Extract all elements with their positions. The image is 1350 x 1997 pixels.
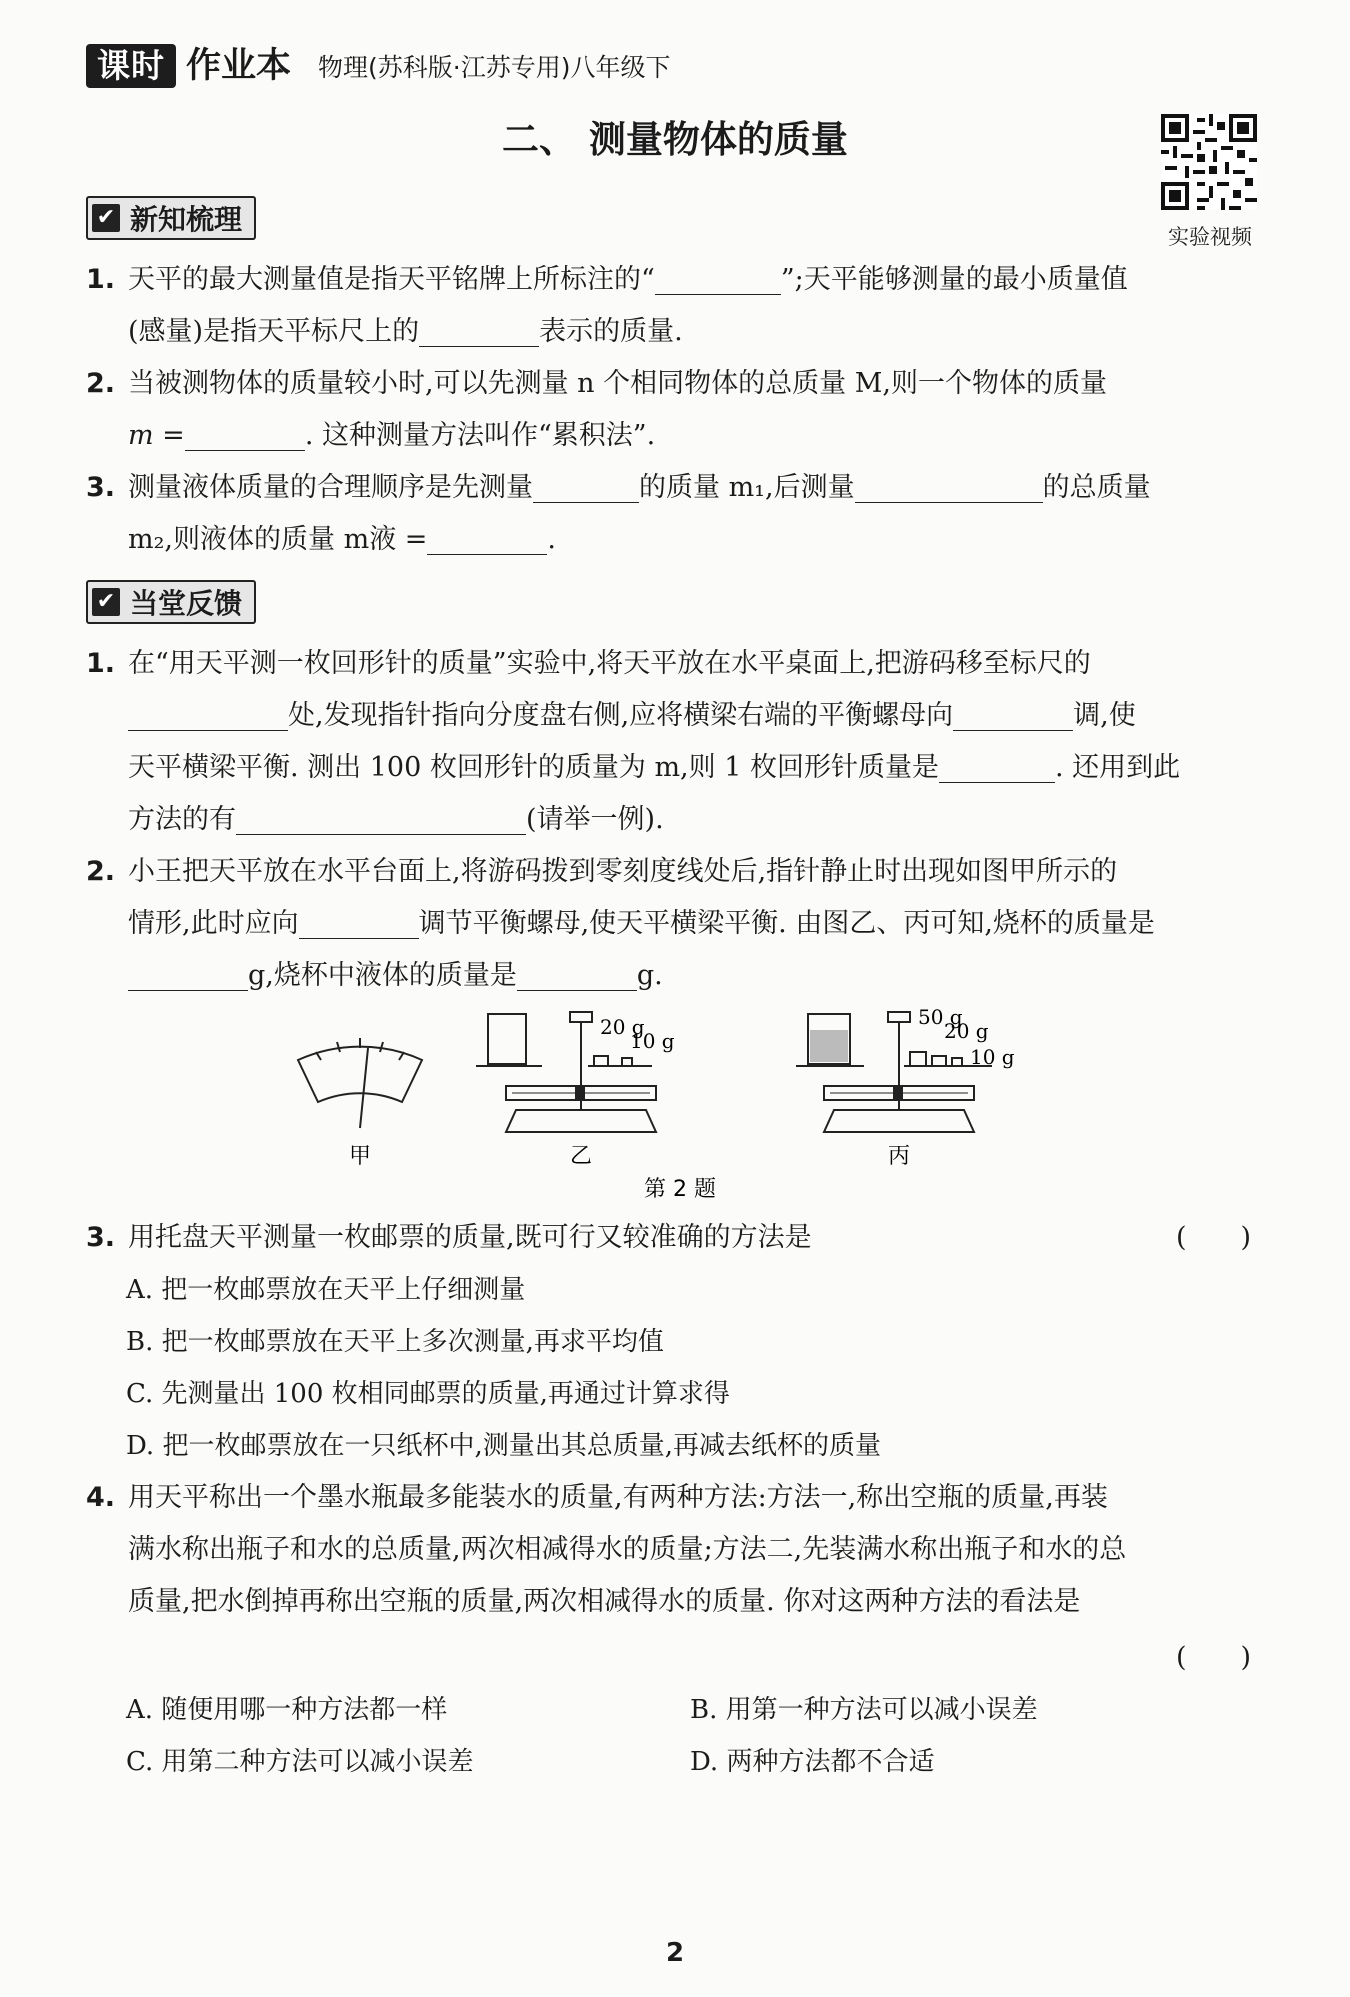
answer-blank[interactable] (128, 701, 288, 730)
qr-caption: 实验视频 (1168, 225, 1252, 249)
question-text: 天平横梁平衡. 测出 100 枚回形针的质量为 m,则 1 枚回形针质量是 (128, 752, 939, 783)
question-1-3 (86, 462, 1266, 566)
question-text: 调,使 (1073, 700, 1136, 731)
section-label: 新知梳理 (130, 203, 243, 236)
weight-label: 20 g (600, 1015, 645, 1039)
option-d[interactable]: D. 把一枚邮票放在一只纸杯中,测量出其总质量,再减去纸杯的质量 (126, 1431, 881, 1461)
question-2-1 (86, 638, 1266, 846)
question-text: 表示的质量. (539, 316, 683, 347)
answer-blank[interactable] (128, 961, 248, 990)
weight-label: 10 g (630, 1029, 675, 1053)
question-text: 用天平称出一个墨水瓶最多能装水的质量,有两种方法:方法一,称出空瓶的质量,再装 (128, 1482, 1108, 1513)
check-icon: ✔ (92, 588, 120, 616)
question-text: . (547, 524, 556, 555)
answer-blank[interactable] (533, 473, 639, 502)
question-number: 4. (86, 1482, 116, 1513)
answer-blank[interactable] (185, 421, 305, 450)
question-text: m₂,则液体的质量 m液 = (128, 524, 428, 555)
answer-blank[interactable] (939, 753, 1055, 782)
option-b[interactable]: B. 把一枚邮票放在天平上多次测量,再求平均值 (126, 1327, 664, 1357)
question-text: 处,发现指针指向分度盘右侧,应将横梁右端的平衡螺母向 (288, 700, 954, 731)
option-a[interactable]: A. 把一枚邮票放在天平上仔细测量 (126, 1275, 526, 1305)
answer-blank[interactable] (517, 961, 637, 990)
page-title: 二、 测量物体的质量 (502, 118, 848, 161)
question-text: 测量液体质量的合理顺序是先测量 (128, 472, 533, 503)
question-text: 的质量 m₁,后测量 (639, 472, 855, 503)
label-yi: 乙 (569, 1144, 593, 1169)
section-header-feedback (86, 580, 256, 624)
question-text: 调节平衡螺母,使天平横梁平衡. 由图乙、丙可知,烧杯的质量是 (418, 908, 1155, 939)
option-a[interactable]: A. 随便用哪一种方法都一样 (126, 1695, 448, 1725)
question-text: 方法的有 (128, 804, 236, 835)
question-text: 当被测物体的质量较小时,可以先测量 n 个相同物体的总质量 M,则一个物体的质量 (128, 368, 1107, 399)
answer-paren[interactable]: ( ) (1176, 1642, 1252, 1673)
question-text: (请举一例). (526, 804, 664, 835)
answer-blank[interactable] (855, 473, 1043, 502)
question-text: 小王把天平放在水平台面上,将游码拨到零刻度线处后,指针静止时出现如图甲所示的 (128, 856, 1118, 887)
answer-blank[interactable] (419, 317, 539, 346)
check-icon: ✔ (92, 204, 120, 232)
question-2-2 (86, 846, 1266, 1002)
question-text: 的总质量 (1042, 472, 1151, 503)
option-c[interactable]: C. 先测量出 100 枚相同邮票的质量,再通过计算求得 (126, 1379, 730, 1409)
question-number: 2. (86, 856, 116, 887)
answer-blank[interactable] (427, 525, 547, 554)
answer-blank[interactable] (299, 909, 419, 938)
section-label: 当堂反馈 (130, 587, 243, 620)
question-text: 情形,此时应向 (128, 908, 299, 939)
answer-blank[interactable] (236, 805, 526, 834)
question-2-4 (86, 1472, 1266, 1628)
question-text: . 还用到此 (1054, 752, 1181, 783)
question-number: 2. (86, 368, 116, 399)
question-text: g. (636, 960, 663, 991)
answer-paren[interactable]: ( ) (1176, 1222, 1252, 1253)
question-1-2 (86, 358, 1266, 462)
weight-label: 10 g (970, 1045, 1015, 1069)
option-c[interactable]: C. 用第二种方法可以减小误差 (126, 1747, 474, 1777)
option-b[interactable]: B. 用第一种方法可以减小误差 (690, 1695, 1038, 1725)
question-text: 满水称出瓶子和水的总质量,两次相减得水的质量;方法二,先装满水称出瓶子和水的总 (128, 1534, 1127, 1565)
question-text: . 这种测量方法叫作“累积法”. (304, 420, 656, 451)
question-1-1 (86, 254, 1266, 358)
balance-figure (280, 1000, 1080, 1205)
question-text: 天平的最大测量值是指天平铭牌上所标注的“ (128, 264, 655, 295)
question-text: 用托盘天平测量一枚邮票的质量,既可行又较准确的方法是 (128, 1222, 812, 1253)
book-subtitle: 物理(苏科版·江苏专用)八年级下 (318, 53, 671, 82)
question-number: 1. (86, 648, 116, 679)
figure-caption: 第 2 题 (644, 1177, 716, 1202)
qr-code-icon[interactable] (1161, 114, 1257, 210)
weight-label: 50 g (918, 1005, 963, 1029)
question-number: 3. (86, 472, 116, 503)
question-text: g,烧杯中液体的质量是 (248, 960, 517, 991)
question-text: (感量)是指天平标尺上的 (128, 316, 420, 347)
dial-jia (298, 1038, 422, 1128)
question-2-3 (86, 1212, 1266, 1264)
question-text: m = (128, 420, 185, 451)
question-text: 质量,把水倒掉再称出空瓶的质量,两次相减得水的质量. 你对这两种方法的看法是 (128, 1586, 1081, 1617)
question-number: 1. (86, 264, 116, 295)
weight-label: 20 g (944, 1019, 989, 1043)
answer-blank[interactable] (953, 701, 1073, 730)
book-name: 作业本 (186, 46, 292, 86)
series-logo: 课时 (86, 44, 176, 88)
question-text: 在“用天平测一枚回形针的质量”实验中,将天平放在水平桌面上,把游码移至标尺的 (128, 648, 1091, 679)
section-header-new-knowledge (86, 196, 256, 240)
question-text: ”;天平能够测量的最小质量值 (780, 264, 1128, 295)
label-jia: 甲 (348, 1144, 372, 1169)
label-bing: 丙 (887, 1144, 911, 1169)
page-number: 2 (665, 1938, 685, 1968)
option-d[interactable]: D. 两种方法都不合适 (690, 1747, 935, 1777)
question-number: 3. (86, 1222, 116, 1253)
answer-blank[interactable] (655, 265, 781, 294)
